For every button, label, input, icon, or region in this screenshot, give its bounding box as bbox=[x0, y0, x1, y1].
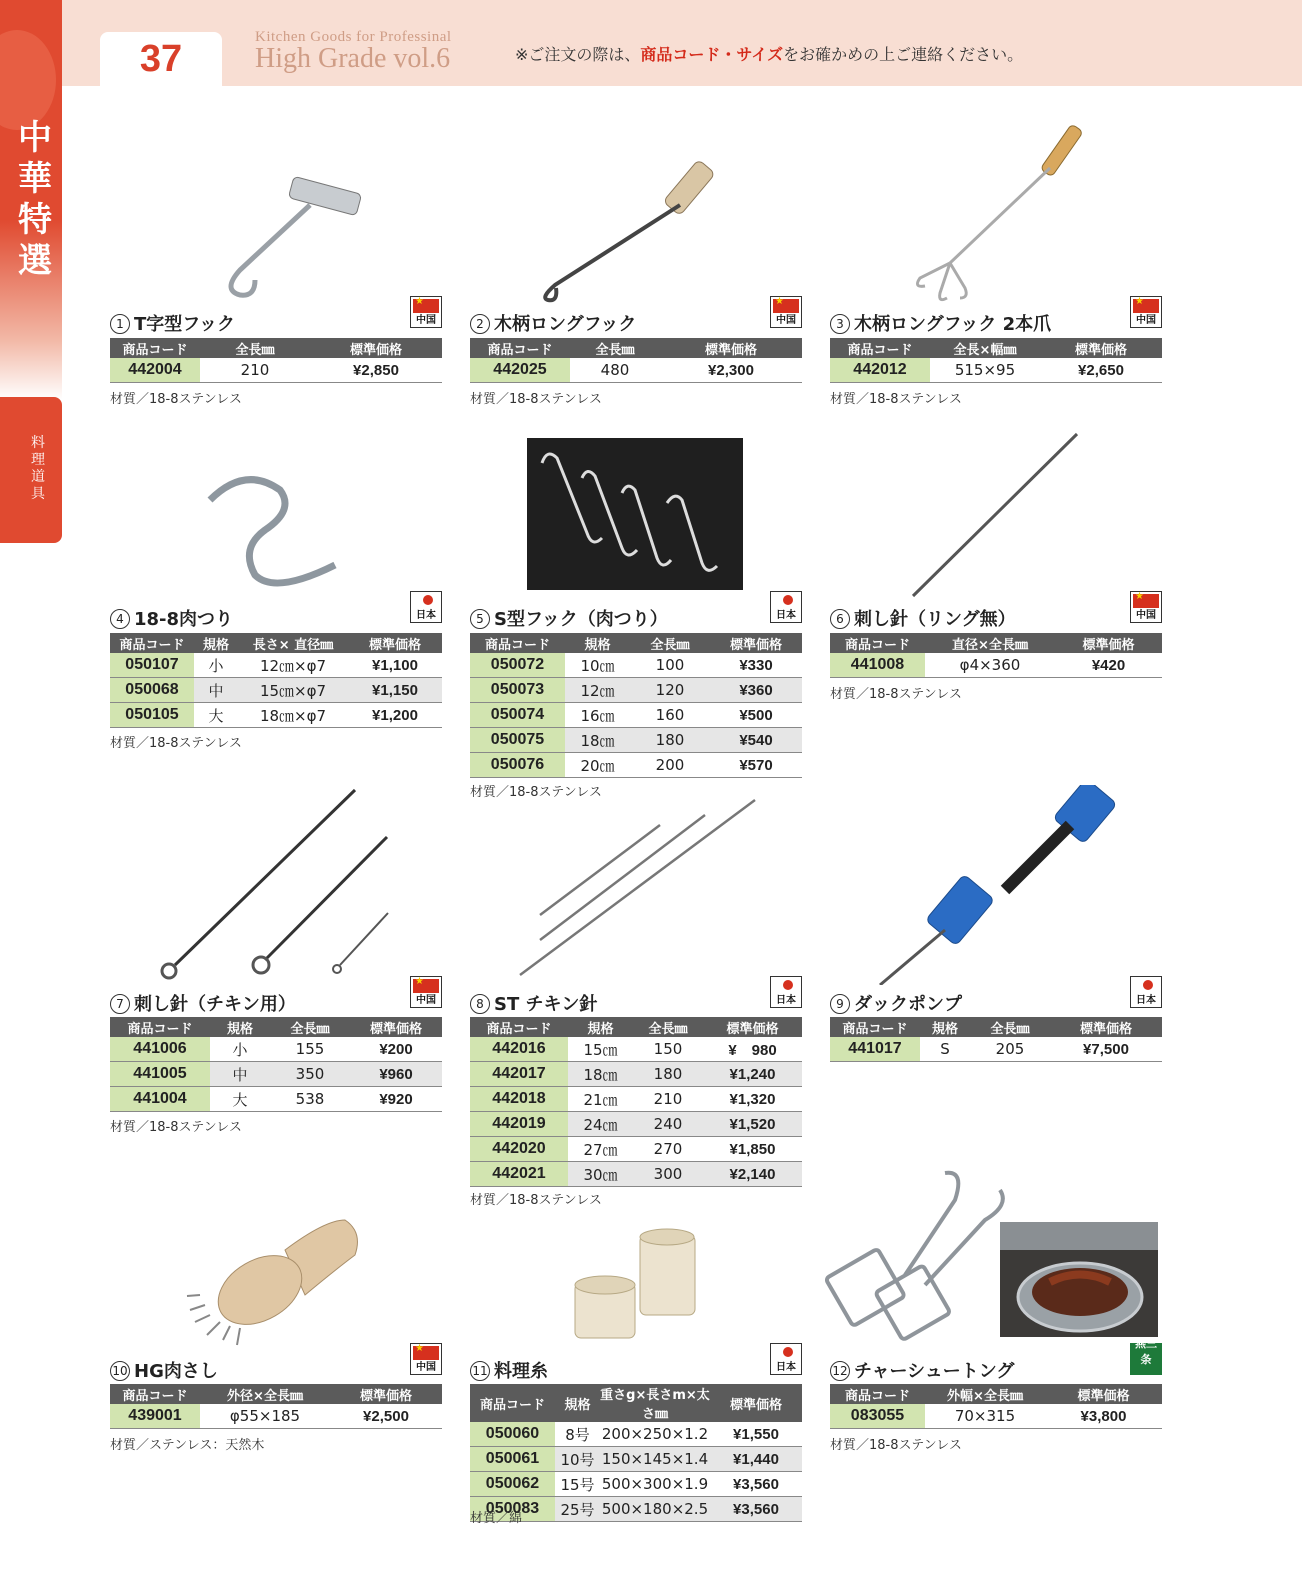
origin-flag-icon bbox=[1130, 296, 1162, 328]
origin-flag-icon bbox=[410, 591, 442, 623]
origin-flag-icon bbox=[1130, 976, 1162, 1008]
spec-value: 515×95 bbox=[930, 358, 1040, 383]
price: ¥1,200 bbox=[348, 703, 442, 728]
origin-label: 日本 bbox=[776, 610, 796, 621]
spec-value: 500×180×2.5 bbox=[600, 1497, 710, 1522]
price: ¥1,520 bbox=[703, 1112, 802, 1137]
wood-long-hook-image bbox=[530, 150, 730, 305]
product-name: T字型フック bbox=[134, 314, 236, 335]
spec-value: 300 bbox=[633, 1162, 703, 1187]
spec-value: 538 bbox=[270, 1087, 350, 1112]
table-row bbox=[470, 1422, 802, 1447]
table-row bbox=[830, 358, 1162, 383]
column-header: 規格 bbox=[568, 1017, 633, 1037]
table-row bbox=[110, 653, 442, 678]
table-row bbox=[470, 678, 802, 703]
product-code: 442021 bbox=[470, 1162, 568, 1187]
spec-table bbox=[110, 1384, 442, 1429]
char-siu-photo bbox=[1000, 1222, 1158, 1337]
column-header: 商品コード bbox=[110, 1017, 210, 1037]
spec-table bbox=[110, 1017, 442, 1112]
price: ¥1,440 bbox=[710, 1447, 802, 1472]
origin-label: 日本 bbox=[776, 995, 796, 1006]
column-header: 標準価格 bbox=[348, 633, 442, 653]
product-code: 442019 bbox=[470, 1112, 568, 1137]
spec-table bbox=[470, 338, 802, 383]
column-header: 標準価格 bbox=[310, 338, 442, 358]
material-note: 材質／18-8ステンレス bbox=[830, 1437, 962, 1453]
product-code: 050060 bbox=[470, 1422, 555, 1447]
t-hook-image bbox=[200, 175, 380, 300]
spec-value: 480 bbox=[570, 358, 660, 383]
product-code: 050072 bbox=[470, 653, 565, 678]
column-header: 商品コード bbox=[470, 338, 570, 358]
item-number: 4 bbox=[110, 609, 130, 629]
spec-value: φ4×360 bbox=[925, 653, 1055, 678]
origin-flag-icon bbox=[1130, 591, 1162, 623]
price: ¥1,320 bbox=[703, 1087, 802, 1112]
cooking-string-image bbox=[570, 1225, 700, 1350]
s-hook-image bbox=[527, 438, 743, 590]
spec-value: 500×300×1.9 bbox=[600, 1472, 710, 1497]
spec-value: 180 bbox=[630, 728, 710, 753]
column-header: 商品コード bbox=[830, 633, 925, 653]
product-name: 木柄ロングフック 2本爪 bbox=[854, 314, 1052, 335]
spec-value: 10㎝ bbox=[565, 653, 630, 678]
spec-table bbox=[470, 1384, 802, 1522]
origin-label: 中国 bbox=[776, 315, 796, 326]
spec-value: 16㎝ bbox=[565, 703, 630, 728]
section-tab-label: 料理道具 bbox=[31, 435, 45, 502]
product-code: 442020 bbox=[470, 1137, 568, 1162]
spec-value: 20㎝ bbox=[565, 753, 630, 778]
spec-value: 15㎝×φ7 bbox=[238, 678, 348, 703]
item-number: 10 bbox=[110, 1361, 130, 1381]
table-row bbox=[110, 1087, 442, 1112]
origin-flag-icon bbox=[770, 296, 802, 328]
product-title bbox=[470, 990, 597, 1016]
spec-value: 205 bbox=[970, 1037, 1050, 1062]
price: ¥3,560 bbox=[710, 1497, 802, 1522]
series-title: High Grade vol.6 bbox=[255, 43, 451, 74]
spec-table bbox=[830, 1017, 1162, 1062]
product-code: 050107 bbox=[110, 653, 194, 678]
spec-value: φ55×185 bbox=[200, 1404, 330, 1429]
spec-value: 小 bbox=[210, 1037, 270, 1062]
table-row bbox=[470, 1137, 802, 1162]
material-note: 材質／18-8ステンレス bbox=[470, 391, 602, 407]
price: ¥1,240 bbox=[703, 1062, 802, 1087]
spec-value: 大 bbox=[194, 703, 238, 728]
origin-label: 中国 bbox=[1136, 315, 1156, 326]
material-note: 材質／ステンレス：天然木 bbox=[110, 1437, 265, 1453]
origin-flag-icon bbox=[770, 1343, 802, 1375]
column-header: 規格 bbox=[210, 1017, 270, 1037]
table-row bbox=[470, 753, 802, 778]
column-header: 外径×全長㎜ bbox=[200, 1384, 330, 1404]
price: ¥3,560 bbox=[710, 1472, 802, 1497]
product-name: S型フック（肉つり） bbox=[494, 609, 668, 630]
material-note: 材質／18-8ステンレス bbox=[470, 784, 602, 800]
meat-hook-image bbox=[195, 470, 355, 595]
product-code: 442017 bbox=[470, 1062, 568, 1087]
column-header: 全長㎜ bbox=[570, 338, 660, 358]
origin-label: 中国 bbox=[1136, 610, 1156, 621]
tong-image bbox=[825, 1165, 1005, 1345]
column-header: 商品コード bbox=[830, 1017, 920, 1037]
product-code: 050061 bbox=[470, 1447, 555, 1472]
product-code: 442018 bbox=[470, 1087, 568, 1112]
origin-flag-icon bbox=[410, 1343, 442, 1375]
origin-label: 日本 bbox=[1136, 995, 1156, 1006]
column-header: 標準価格 bbox=[660, 338, 802, 358]
material-note: 材質／18-8ステンレス bbox=[470, 1193, 602, 1208]
two-prong-hook-image bbox=[905, 118, 1090, 308]
product-name: ダックポンプ bbox=[854, 994, 962, 1015]
section-tab[interactable] bbox=[0, 397, 62, 543]
column-header: 規格 bbox=[555, 1384, 600, 1422]
table-row bbox=[110, 703, 442, 728]
product-name: 刺し針（チキン用） bbox=[134, 994, 296, 1015]
column-header: 商品コード bbox=[830, 338, 930, 358]
table-row bbox=[470, 1062, 802, 1087]
spec-table bbox=[830, 1384, 1162, 1429]
table-row bbox=[110, 678, 442, 703]
product-title bbox=[830, 1357, 1014, 1383]
column-header: 商品コード bbox=[830, 1384, 925, 1404]
item-number: 6 bbox=[830, 609, 850, 629]
spec-value: S bbox=[920, 1037, 970, 1062]
spec-value: 150 bbox=[633, 1037, 703, 1062]
spec-value: 18㎝ bbox=[568, 1062, 633, 1087]
table-row bbox=[470, 1037, 802, 1062]
column-header: 標準価格 bbox=[1045, 1384, 1162, 1404]
column-header: 商品コード bbox=[110, 338, 200, 358]
price: ¥420 bbox=[1055, 653, 1162, 678]
product-code: 050105 bbox=[110, 703, 194, 728]
spec-value: 27㎝ bbox=[568, 1137, 633, 1162]
origin-label: 中国 bbox=[416, 315, 436, 326]
spec-value: 10号 bbox=[555, 1447, 600, 1472]
item-number: 2 bbox=[470, 314, 490, 334]
column-header: 標準価格 bbox=[330, 1384, 442, 1404]
product-code: 441006 bbox=[110, 1037, 210, 1062]
column-header: 標準価格 bbox=[1050, 1017, 1162, 1037]
price: ¥200 bbox=[350, 1037, 442, 1062]
product-code: 441004 bbox=[110, 1087, 210, 1112]
product-title bbox=[110, 1357, 218, 1383]
spec-value: 15㎝ bbox=[568, 1037, 633, 1062]
column-header: 重さg×長さm×太さ㎜ bbox=[600, 1384, 710, 1422]
product-code: 442012 bbox=[830, 358, 930, 383]
table-row bbox=[110, 1404, 442, 1429]
table-row bbox=[110, 358, 442, 383]
product-title bbox=[110, 310, 235, 336]
product-code: 441005 bbox=[110, 1062, 210, 1087]
spec-table bbox=[830, 633, 1162, 678]
origin-flag-icon bbox=[1130, 1337, 1162, 1375]
table-row bbox=[470, 728, 802, 753]
skewer-needle-image bbox=[905, 430, 1090, 600]
product-title bbox=[470, 605, 668, 631]
price: ¥570 bbox=[710, 753, 802, 778]
spec-value: 70×315 bbox=[925, 1404, 1045, 1429]
origin-flag-icon bbox=[770, 976, 802, 1008]
price: ¥2,500 bbox=[330, 1404, 442, 1429]
spec-value: 15号 bbox=[555, 1472, 600, 1497]
table-row bbox=[470, 1162, 802, 1187]
chicken-needle-image bbox=[155, 785, 395, 985]
product-code: 441017 bbox=[830, 1037, 920, 1062]
column-header: 商品コード bbox=[470, 1017, 568, 1037]
product-title bbox=[830, 310, 1051, 336]
spec-value: 中 bbox=[210, 1062, 270, 1087]
spec-value: 200 bbox=[630, 753, 710, 778]
product-title bbox=[830, 990, 962, 1016]
price: ¥2,140 bbox=[703, 1162, 802, 1187]
spec-value: 8号 bbox=[555, 1422, 600, 1447]
spec-value: 18㎝ bbox=[565, 728, 630, 753]
material-note: 材質／綿 bbox=[470, 1511, 523, 1526]
origin-label: 中国 bbox=[416, 995, 436, 1006]
spec-table bbox=[470, 633, 802, 778]
product-code: 442016 bbox=[470, 1037, 568, 1062]
category-label: 中 華 特 選 bbox=[18, 118, 52, 281]
product-name: 木柄ロングフック bbox=[494, 314, 637, 335]
category-sidebar bbox=[0, 0, 62, 400]
column-header: 規格 bbox=[920, 1017, 970, 1037]
product-code: 439001 bbox=[110, 1404, 200, 1429]
item-number: 11 bbox=[470, 1361, 490, 1381]
table-row bbox=[830, 653, 1162, 678]
spec-value: 155 bbox=[270, 1037, 350, 1062]
column-header: 標準価格 bbox=[350, 1017, 442, 1037]
price: ¥1,550 bbox=[710, 1422, 802, 1447]
spec-value: 24㎝ bbox=[568, 1112, 633, 1137]
column-header: 標準価格 bbox=[703, 1017, 802, 1037]
table-row bbox=[470, 1447, 802, 1472]
table-row bbox=[470, 703, 802, 728]
product-title bbox=[830, 605, 1016, 631]
origin-flag-icon bbox=[410, 296, 442, 328]
table-row bbox=[830, 1037, 1162, 1062]
product-title bbox=[470, 1357, 548, 1383]
origin-label: 日本 bbox=[416, 610, 436, 621]
spec-value: 160 bbox=[630, 703, 710, 728]
page-number: 37 bbox=[100, 32, 222, 86]
product-code: 083055 bbox=[830, 1404, 925, 1429]
table-row bbox=[470, 358, 802, 383]
column-header: 規格 bbox=[194, 633, 238, 653]
series-subtitle: Kitchen Goods for Professinal bbox=[255, 29, 452, 45]
spec-value: 30㎝ bbox=[568, 1162, 633, 1187]
column-header: 商品コード bbox=[470, 1384, 555, 1422]
spec-table bbox=[110, 338, 442, 383]
product-code: 050062 bbox=[470, 1472, 555, 1497]
product-title bbox=[110, 605, 233, 631]
product-code: 050068 bbox=[110, 678, 194, 703]
origin-label: 燕三条 bbox=[1135, 1337, 1157, 1366]
product-code: 442025 bbox=[470, 358, 570, 383]
price: ¥2,650 bbox=[1040, 358, 1162, 383]
spec-value: 中 bbox=[194, 678, 238, 703]
item-number: 5 bbox=[470, 609, 490, 629]
column-header: 全長㎜ bbox=[270, 1017, 350, 1037]
material-note: 材質／18-8ステンレス bbox=[830, 391, 962, 407]
column-header: 規格 bbox=[565, 633, 630, 653]
spec-value: 12㎝ bbox=[565, 678, 630, 703]
spec-value: 21㎝ bbox=[568, 1087, 633, 1112]
product-title bbox=[110, 990, 296, 1016]
item-number: 9 bbox=[830, 994, 850, 1014]
price: ¥1,100 bbox=[348, 653, 442, 678]
spec-value: 12㎝×φ7 bbox=[238, 653, 348, 678]
spec-value: 18㎝×φ7 bbox=[238, 703, 348, 728]
item-number: 1 bbox=[110, 314, 130, 334]
column-header: 商品コード bbox=[110, 1384, 200, 1404]
column-header: 全長㎜ bbox=[630, 633, 710, 653]
column-header: 標準価格 bbox=[1040, 338, 1162, 358]
product-title bbox=[470, 310, 636, 336]
price: ¥920 bbox=[350, 1087, 442, 1112]
product-code: 442004 bbox=[110, 358, 200, 383]
item-number: 7 bbox=[110, 994, 130, 1014]
table-row bbox=[110, 1062, 442, 1087]
product-name: チャーシュートング bbox=[854, 1361, 1015, 1382]
price: ¥500 bbox=[710, 703, 802, 728]
table-row bbox=[470, 1472, 802, 1497]
spec-value: 210 bbox=[633, 1087, 703, 1112]
item-number: 12 bbox=[830, 1361, 850, 1381]
order-notice: ※ご注文の際は、商品コード・サイズをお確かめの上ご連絡ください。 bbox=[515, 45, 1024, 64]
origin-label: 日本 bbox=[776, 1362, 796, 1373]
item-number: 8 bbox=[470, 994, 490, 1014]
table-row bbox=[110, 1037, 442, 1062]
product-code: 050073 bbox=[470, 678, 565, 703]
column-header: 全長×幅㎜ bbox=[930, 338, 1040, 358]
price: ¥2,300 bbox=[660, 358, 802, 383]
product-code: 441008 bbox=[830, 653, 925, 678]
product-name: 18-8肉つり bbox=[134, 609, 234, 630]
material-note: 材質／18-8ステンレス bbox=[830, 686, 962, 702]
product-name: 刺し針（リング無） bbox=[854, 609, 1016, 630]
spec-table bbox=[110, 633, 442, 728]
column-header: 直径×全長㎜ bbox=[925, 633, 1055, 653]
price: ¥7,500 bbox=[1050, 1037, 1162, 1062]
column-header: 全長㎜ bbox=[633, 1017, 703, 1037]
product-code: 050076 bbox=[470, 753, 565, 778]
product-code: 050075 bbox=[470, 728, 565, 753]
price: ¥330 bbox=[710, 653, 802, 678]
spec-value: 100 bbox=[630, 653, 710, 678]
column-header: 標準価格 bbox=[1055, 633, 1162, 653]
spec-value: 270 bbox=[633, 1137, 703, 1162]
product-code: 050083 bbox=[470, 1497, 555, 1522]
material-note: 材質／18-8ステンレス bbox=[110, 735, 242, 751]
material-note: 材質／18-8ステンレス bbox=[110, 1119, 242, 1135]
spec-value: 150×145×1.4 bbox=[600, 1447, 710, 1472]
spec-value: 200×250×1.2 bbox=[600, 1422, 710, 1447]
item-number: 3 bbox=[830, 314, 850, 334]
spec-value: 120 bbox=[630, 678, 710, 703]
spec-value: 350 bbox=[270, 1062, 350, 1087]
column-header: 標準価格 bbox=[710, 1384, 802, 1422]
column-header: 商品コード bbox=[470, 633, 565, 653]
origin-flag-icon bbox=[410, 976, 442, 1008]
table-row bbox=[470, 1112, 802, 1137]
spec-value: 25号 bbox=[555, 1497, 600, 1522]
duck-pump-image bbox=[870, 785, 1130, 985]
column-header: 全長㎜ bbox=[970, 1017, 1050, 1037]
spec-value: 小 bbox=[194, 653, 238, 678]
price: ¥360 bbox=[710, 678, 802, 703]
spec-table bbox=[830, 338, 1162, 383]
column-header: 外幅×全長㎜ bbox=[925, 1384, 1045, 1404]
table-row bbox=[470, 1087, 802, 1112]
table-row bbox=[470, 653, 802, 678]
column-header: 全長㎜ bbox=[200, 338, 310, 358]
price: ¥ 980 bbox=[703, 1037, 802, 1062]
price: ¥1,150 bbox=[348, 678, 442, 703]
origin-label: 中国 bbox=[416, 1362, 436, 1373]
product-name: 料理糸 bbox=[494, 1361, 548, 1382]
column-header: 長さ× 直径㎜ bbox=[238, 633, 348, 653]
table-row bbox=[830, 1404, 1162, 1429]
spec-value: 180 bbox=[633, 1062, 703, 1087]
price: ¥2,850 bbox=[310, 358, 442, 383]
price: ¥960 bbox=[350, 1062, 442, 1087]
price: ¥540 bbox=[710, 728, 802, 753]
st-chicken-needle-image bbox=[515, 795, 765, 980]
price: ¥3,800 bbox=[1045, 1404, 1162, 1429]
spec-table bbox=[470, 1017, 802, 1187]
material-note: 材質／18-8ステンレス bbox=[110, 391, 242, 407]
decorative-swirl bbox=[0, 30, 56, 130]
product-code: 050074 bbox=[470, 703, 565, 728]
product-name: HG肉さし bbox=[134, 1361, 218, 1382]
spec-value: 大 bbox=[210, 1087, 270, 1112]
column-header: 商品コード bbox=[110, 633, 194, 653]
meat-tenderizer-image bbox=[185, 1210, 365, 1350]
spec-value: 240 bbox=[633, 1112, 703, 1137]
spec-value: 210 bbox=[200, 358, 310, 383]
origin-flag-icon bbox=[770, 591, 802, 623]
product-name: ST チキン針 bbox=[494, 994, 598, 1015]
column-header: 標準価格 bbox=[710, 633, 802, 653]
price: ¥1,850 bbox=[703, 1137, 802, 1162]
